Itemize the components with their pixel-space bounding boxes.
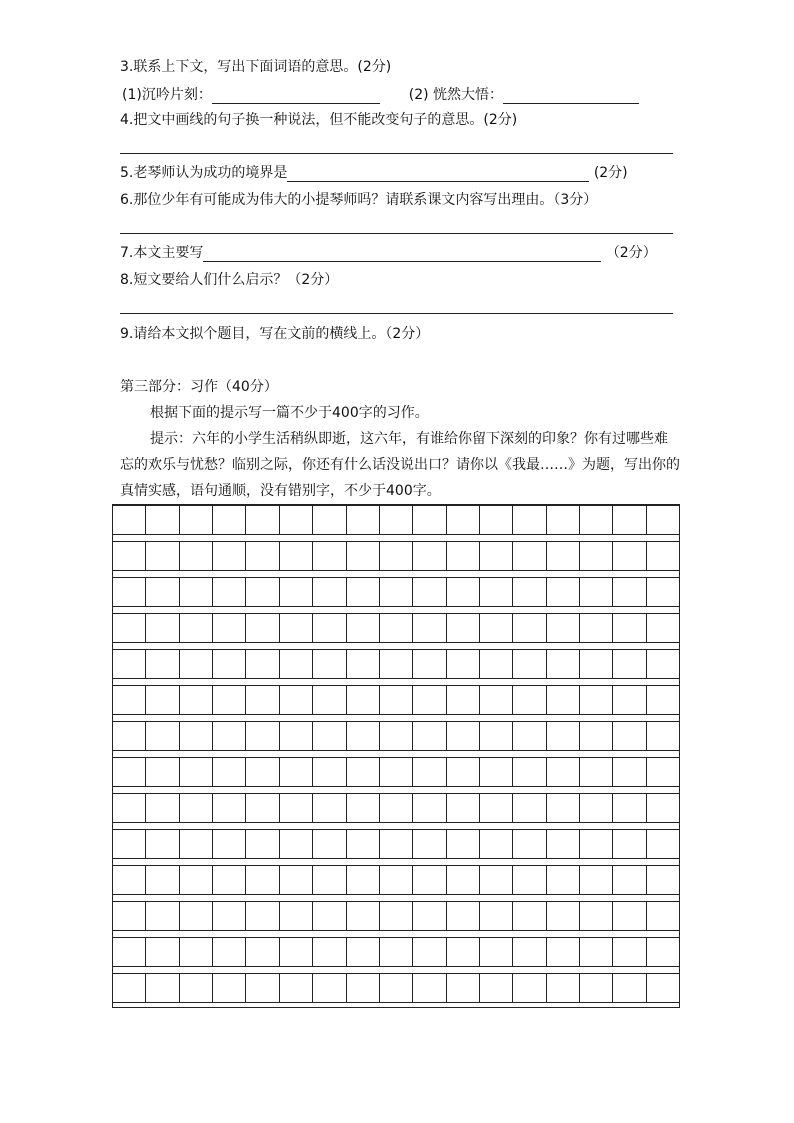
grid-cell[interactable] bbox=[447, 793, 480, 823]
grid-cell[interactable] bbox=[447, 577, 480, 607]
grid-cell[interactable] bbox=[480, 793, 513, 823]
q5-score: (2分) bbox=[593, 165, 628, 181]
grid-cell[interactable] bbox=[547, 541, 580, 571]
grid-cell[interactable] bbox=[246, 901, 279, 931]
grid-cell[interactable] bbox=[213, 865, 246, 895]
q7-blank[interactable] bbox=[203, 247, 601, 262]
q3-subquestions bbox=[122, 86, 639, 104]
grid-cell[interactable] bbox=[146, 685, 179, 715]
grid-cell[interactable] bbox=[113, 793, 146, 823]
grid-cell[interactable] bbox=[180, 973, 213, 1003]
grid-cell[interactable] bbox=[480, 829, 513, 859]
grid-cell[interactable] bbox=[280, 793, 313, 823]
grid-cell[interactable] bbox=[580, 757, 613, 787]
grid-cell[interactable] bbox=[180, 505, 213, 535]
grid-cell[interactable] bbox=[447, 613, 480, 643]
grid-cell[interactable] bbox=[213, 613, 246, 643]
grid-cell[interactable] bbox=[413, 973, 446, 1003]
q8-text: 8.短文要给人们什么启示？（2分） bbox=[120, 272, 339, 288]
grid-cell[interactable] bbox=[513, 505, 546, 535]
grid-cell[interactable] bbox=[347, 793, 380, 823]
grid-cell[interactable] bbox=[313, 901, 346, 931]
grid-cell[interactable] bbox=[413, 577, 446, 607]
grid-cell[interactable] bbox=[513, 793, 546, 823]
grid-cell[interactable] bbox=[313, 613, 346, 643]
grid-row bbox=[113, 865, 679, 895]
grid-row bbox=[113, 973, 679, 1003]
grid-cell[interactable] bbox=[246, 865, 279, 895]
grid-cell[interactable] bbox=[380, 865, 413, 895]
grid-cell[interactable] bbox=[547, 829, 580, 859]
grid-cell[interactable] bbox=[146, 937, 179, 967]
grid-cell[interactable] bbox=[280, 937, 313, 967]
grid-cell[interactable] bbox=[347, 937, 380, 967]
grid-cell[interactable] bbox=[413, 865, 446, 895]
grid-cell[interactable] bbox=[146, 973, 179, 1003]
grid-cell[interactable] bbox=[180, 793, 213, 823]
grid-cell[interactable] bbox=[613, 793, 646, 823]
grid-cell[interactable] bbox=[647, 865, 679, 895]
q9-text: 9.请给本文拟个题目，写在文前的横线上。（2分） bbox=[120, 326, 430, 342]
grid-cell[interactable] bbox=[580, 577, 613, 607]
grid-cell[interactable] bbox=[347, 649, 380, 679]
grid-cell[interactable] bbox=[347, 829, 380, 859]
grid-cell[interactable] bbox=[647, 937, 679, 967]
grid-cell[interactable] bbox=[180, 685, 213, 715]
part3-heading: 第三部分：习作（40分） bbox=[120, 379, 278, 395]
q7-row bbox=[120, 244, 657, 262]
q3-sub2-blank[interactable] bbox=[503, 89, 639, 104]
grid-cell[interactable] bbox=[613, 829, 646, 859]
grid-cell[interactable] bbox=[313, 541, 346, 571]
grid-row bbox=[113, 937, 679, 967]
q3-sub1-blank[interactable] bbox=[212, 89, 380, 104]
grid-cell[interactable] bbox=[613, 685, 646, 715]
grid-cell[interactable] bbox=[513, 613, 546, 643]
grid-cell[interactable] bbox=[647, 505, 679, 535]
grid-cell[interactable] bbox=[246, 649, 279, 679]
grid-cell[interactable] bbox=[113, 937, 146, 967]
grid-cell[interactable] bbox=[280, 613, 313, 643]
grid-cell[interactable] bbox=[613, 901, 646, 931]
grid-cell[interactable] bbox=[547, 973, 580, 1003]
grid-cell[interactable] bbox=[113, 541, 146, 571]
grid-cell[interactable] bbox=[213, 541, 246, 571]
grid-cell[interactable] bbox=[413, 901, 446, 931]
grid-cell[interactable] bbox=[513, 901, 546, 931]
grid-cell[interactable] bbox=[113, 505, 146, 535]
part3-instruction: 根据下面的提示写一篇不少于400字的习作。 bbox=[150, 405, 429, 421]
grid-cell[interactable] bbox=[413, 505, 446, 535]
q4-answer-line[interactable] bbox=[120, 153, 673, 154]
grid-cell[interactable] bbox=[180, 577, 213, 607]
grid-cell[interactable] bbox=[647, 829, 679, 859]
q5-blank[interactable] bbox=[287, 167, 589, 182]
grid-cell[interactable] bbox=[413, 829, 446, 859]
grid-cell[interactable] bbox=[647, 649, 679, 679]
grid-cell[interactable] bbox=[280, 577, 313, 607]
grid-cell[interactable] bbox=[580, 541, 613, 571]
grid-cell[interactable] bbox=[547, 865, 580, 895]
grid-cell[interactable] bbox=[380, 721, 413, 751]
grid-cell[interactable] bbox=[113, 649, 146, 679]
grid-cell[interactable] bbox=[213, 757, 246, 787]
grid-cell[interactable] bbox=[613, 505, 646, 535]
grid-cell[interactable] bbox=[580, 721, 613, 751]
grid-cell[interactable] bbox=[513, 541, 546, 571]
grid-cell[interactable] bbox=[613, 721, 646, 751]
grid-cell[interactable] bbox=[347, 505, 380, 535]
grid-cell[interactable] bbox=[380, 757, 413, 787]
grid-cell[interactable] bbox=[280, 973, 313, 1003]
grid-cell[interactable] bbox=[647, 613, 679, 643]
grid-cell[interactable] bbox=[347, 541, 380, 571]
grid-cell[interactable] bbox=[647, 901, 679, 931]
grid-cell[interactable] bbox=[380, 505, 413, 535]
grid-cell[interactable] bbox=[613, 937, 646, 967]
grid-cell[interactable] bbox=[380, 649, 413, 679]
grid-cell[interactable] bbox=[547, 505, 580, 535]
grid-cell[interactable] bbox=[213, 577, 246, 607]
grid-cell[interactable] bbox=[313, 577, 346, 607]
grid-cell[interactable] bbox=[413, 613, 446, 643]
grid-row bbox=[113, 505, 679, 535]
q6-text: 6.那位少年有可能成为伟大的小提琴师吗？请联系课文内容写出理由。（3分） bbox=[120, 192, 598, 208]
grid-cell[interactable] bbox=[180, 613, 213, 643]
grid-cell[interactable] bbox=[447, 829, 480, 859]
grid-cell[interactable] bbox=[180, 541, 213, 571]
grid-cell[interactable] bbox=[547, 577, 580, 607]
grid-cell[interactable] bbox=[480, 973, 513, 1003]
grid-cell[interactable] bbox=[513, 577, 546, 607]
grid-cell[interactable] bbox=[213, 937, 246, 967]
grid-cell[interactable] bbox=[146, 793, 179, 823]
grid-row bbox=[113, 721, 679, 751]
q5-text: 5.老琴师认为成功的境界是 bbox=[120, 165, 288, 181]
q5-row bbox=[120, 164, 628, 182]
grid-cell[interactable] bbox=[380, 901, 413, 931]
grid-cell[interactable] bbox=[613, 649, 646, 679]
grid-cell[interactable] bbox=[513, 973, 546, 1003]
grid-cell[interactable] bbox=[313, 721, 346, 751]
grid-cell[interactable] bbox=[580, 613, 613, 643]
grid-cell[interactable] bbox=[113, 721, 146, 751]
grid-cell[interactable] bbox=[447, 901, 480, 931]
grid-cell[interactable] bbox=[213, 829, 246, 859]
grid-cell[interactable] bbox=[647, 541, 679, 571]
grid-cell[interactable] bbox=[580, 937, 613, 967]
grid-cell[interactable] bbox=[246, 541, 279, 571]
grid-cell[interactable] bbox=[380, 937, 413, 967]
grid-cell[interactable] bbox=[347, 901, 380, 931]
grid-cell[interactable] bbox=[547, 901, 580, 931]
grid-cell[interactable] bbox=[447, 865, 480, 895]
grid-cell[interactable] bbox=[613, 973, 646, 1003]
grid-cell[interactable] bbox=[246, 757, 279, 787]
grid-cell[interactable] bbox=[547, 793, 580, 823]
grid-cell[interactable] bbox=[480, 577, 513, 607]
grid-cell[interactable] bbox=[480, 685, 513, 715]
grid-cell[interactable] bbox=[447, 541, 480, 571]
grid-cell[interactable] bbox=[180, 937, 213, 967]
part3-prompt: 提示：六年的小学生活稍纵即逝，这六年，有谁给你留下深刻的印象？你有过哪些难忘的欢乐与忧愁？临别之际，你还有什么话没说出口？请你以《我最……》为题，写出你的真情实感，语句通顺，没有错别字，不少于400字。 bbox=[120, 431, 680, 499]
grid-cell[interactable] bbox=[447, 649, 480, 679]
grid-cell[interactable] bbox=[347, 577, 380, 607]
grid-cell[interactable] bbox=[146, 505, 179, 535]
grid-cell[interactable] bbox=[613, 541, 646, 571]
grid-cell[interactable] bbox=[213, 793, 246, 823]
grid-cell[interactable] bbox=[146, 757, 179, 787]
grid-row bbox=[113, 685, 679, 715]
grid-cell[interactable] bbox=[380, 613, 413, 643]
q6-answer-line[interactable] bbox=[120, 233, 673, 234]
grid-cell[interactable] bbox=[513, 649, 546, 679]
grid-cell[interactable] bbox=[280, 649, 313, 679]
grid-cell[interactable] bbox=[313, 865, 346, 895]
grid-cell[interactable] bbox=[613, 865, 646, 895]
grid-cell[interactable] bbox=[113, 973, 146, 1003]
grid-cell[interactable] bbox=[480, 901, 513, 931]
grid-cell[interactable] bbox=[246, 793, 279, 823]
grid-cell[interactable] bbox=[113, 865, 146, 895]
grid-cell[interactable] bbox=[280, 829, 313, 859]
grid-cell[interactable] bbox=[580, 793, 613, 823]
grid-cell[interactable] bbox=[413, 541, 446, 571]
grid-cell[interactable] bbox=[246, 937, 279, 967]
grid-cell[interactable] bbox=[246, 613, 279, 643]
grid-cell[interactable] bbox=[246, 505, 279, 535]
grid-cell[interactable] bbox=[380, 829, 413, 859]
grid-cell[interactable] bbox=[413, 649, 446, 679]
grid-cell[interactable] bbox=[380, 541, 413, 571]
grid-cell[interactable] bbox=[480, 541, 513, 571]
grid-cell[interactable] bbox=[447, 757, 480, 787]
writing-grid[interactable] bbox=[112, 504, 680, 1008]
grid-cell[interactable] bbox=[413, 685, 446, 715]
grid-cell[interactable] bbox=[313, 685, 346, 715]
grid-cell[interactable] bbox=[513, 685, 546, 715]
grid-cell[interactable] bbox=[613, 757, 646, 787]
grid-cell[interactable] bbox=[113, 577, 146, 607]
grid-cell[interactable] bbox=[480, 721, 513, 751]
grid-cell[interactable] bbox=[580, 973, 613, 1003]
grid-cell[interactable] bbox=[513, 937, 546, 967]
grid-cell[interactable] bbox=[146, 865, 179, 895]
grid-cell[interactable] bbox=[413, 757, 446, 787]
q7-text: 7.本文主要写 bbox=[120, 245, 204, 261]
grid-cell[interactable] bbox=[380, 685, 413, 715]
grid-cell[interactable] bbox=[113, 901, 146, 931]
grid-cell[interactable] bbox=[613, 577, 646, 607]
grid-cell[interactable] bbox=[480, 757, 513, 787]
grid-cell[interactable] bbox=[313, 793, 346, 823]
grid-cell[interactable] bbox=[647, 685, 679, 715]
grid-cell[interactable] bbox=[146, 901, 179, 931]
grid-cell[interactable] bbox=[146, 721, 179, 751]
grid-cell[interactable] bbox=[480, 649, 513, 679]
grid-cell[interactable] bbox=[480, 505, 513, 535]
grid-cell[interactable] bbox=[580, 505, 613, 535]
grid-cell[interactable] bbox=[380, 577, 413, 607]
grid-cell[interactable] bbox=[347, 721, 380, 751]
grid-cell[interactable] bbox=[347, 685, 380, 715]
grid-cell[interactable] bbox=[647, 721, 679, 751]
grid-cell[interactable] bbox=[580, 865, 613, 895]
grid-cell[interactable] bbox=[413, 721, 446, 751]
grid-cell[interactable] bbox=[246, 721, 279, 751]
grid-cell[interactable] bbox=[580, 685, 613, 715]
grid-cell[interactable] bbox=[547, 721, 580, 751]
grid-cell[interactable] bbox=[180, 901, 213, 931]
grid-cell[interactable] bbox=[313, 937, 346, 967]
grid-cell[interactable] bbox=[313, 649, 346, 679]
grid-cell[interactable] bbox=[447, 937, 480, 967]
grid-cell[interactable] bbox=[246, 685, 279, 715]
grid-cell[interactable] bbox=[347, 613, 380, 643]
grid-cell[interactable] bbox=[113, 829, 146, 859]
q3-sub1-label: (1)沉吟片刻： bbox=[122, 87, 212, 103]
grid-cell[interactable] bbox=[413, 793, 446, 823]
grid-cell[interactable] bbox=[547, 685, 580, 715]
grid-cell[interactable] bbox=[180, 757, 213, 787]
grid-cell[interactable] bbox=[313, 505, 346, 535]
q8-answer-line[interactable] bbox=[120, 313, 673, 314]
q3-sub2-label: (2) 恍然大悟： bbox=[408, 87, 504, 103]
grid-cell[interactable] bbox=[447, 973, 480, 1003]
grid-cell[interactable] bbox=[280, 541, 313, 571]
grid-cell[interactable] bbox=[347, 973, 380, 1003]
grid-cell[interactable] bbox=[113, 685, 146, 715]
grid-cell[interactable] bbox=[180, 721, 213, 751]
grid-cell[interactable] bbox=[513, 829, 546, 859]
grid-cell[interactable] bbox=[313, 973, 346, 1003]
grid-cell[interactable] bbox=[447, 505, 480, 535]
grid-cell[interactable] bbox=[113, 757, 146, 787]
grid-cell[interactable] bbox=[180, 649, 213, 679]
grid-cell[interactable] bbox=[580, 829, 613, 859]
grid-cell[interactable] bbox=[280, 901, 313, 931]
grid-cell[interactable] bbox=[547, 649, 580, 679]
grid-cell[interactable] bbox=[480, 937, 513, 967]
grid-cell[interactable] bbox=[213, 973, 246, 1003]
grid-cell[interactable] bbox=[146, 649, 179, 679]
grid-cell[interactable] bbox=[180, 829, 213, 859]
grid-cell[interactable] bbox=[280, 721, 313, 751]
grid-cell[interactable] bbox=[246, 577, 279, 607]
grid-cell[interactable] bbox=[380, 793, 413, 823]
grid-cell[interactable] bbox=[480, 613, 513, 643]
grid-cell[interactable] bbox=[246, 829, 279, 859]
grid-cell[interactable] bbox=[213, 649, 246, 679]
grid-cell[interactable] bbox=[647, 973, 679, 1003]
grid-cell[interactable] bbox=[547, 613, 580, 643]
grid-row bbox=[113, 649, 679, 679]
grid-cell[interactable] bbox=[513, 721, 546, 751]
grid-cell[interactable] bbox=[580, 901, 613, 931]
grid-cell[interactable] bbox=[146, 613, 179, 643]
grid-cell[interactable] bbox=[647, 757, 679, 787]
grid-row bbox=[113, 577, 679, 607]
grid-cell[interactable] bbox=[313, 829, 346, 859]
grid-cell[interactable] bbox=[213, 505, 246, 535]
grid-cell[interactable] bbox=[280, 685, 313, 715]
grid-row bbox=[113, 793, 679, 823]
grid-row bbox=[113, 829, 679, 859]
grid-cell[interactable] bbox=[113, 613, 146, 643]
grid-cell[interactable] bbox=[480, 865, 513, 895]
q3-text: 3.联系上下文，写出下面词语的意思。(2分) bbox=[120, 59, 392, 75]
grid-cell[interactable] bbox=[447, 721, 480, 751]
grid-cell[interactable] bbox=[213, 685, 246, 715]
grid-cell[interactable] bbox=[280, 505, 313, 535]
grid-cell[interactable] bbox=[513, 757, 546, 787]
grid-cell[interactable] bbox=[146, 829, 179, 859]
q4-text: 4.把文中画线的句子换一种说法，但不能改变句子的意思。(2分) bbox=[120, 112, 518, 128]
grid-cell[interactable] bbox=[447, 685, 480, 715]
grid-cell[interactable] bbox=[513, 865, 546, 895]
grid-cell[interactable] bbox=[180, 865, 213, 895]
grid-cell[interactable] bbox=[146, 577, 179, 607]
grid-cell[interactable] bbox=[280, 757, 313, 787]
grid-cell[interactable] bbox=[146, 541, 179, 571]
q7-score: （2分） bbox=[605, 245, 657, 261]
grid-cell[interactable] bbox=[380, 973, 413, 1003]
grid-row bbox=[113, 541, 679, 571]
grid-cell[interactable] bbox=[280, 865, 313, 895]
grid-row bbox=[113, 757, 679, 787]
grid-cell[interactable] bbox=[547, 757, 580, 787]
grid-cell[interactable] bbox=[613, 613, 646, 643]
grid-cell[interactable] bbox=[347, 757, 380, 787]
grid-cell[interactable] bbox=[213, 901, 246, 931]
grid-cell[interactable] bbox=[313, 757, 346, 787]
grid-cell[interactable] bbox=[347, 865, 380, 895]
grid-cell[interactable] bbox=[647, 793, 679, 823]
grid-cell[interactable] bbox=[547, 937, 580, 967]
grid-cell[interactable] bbox=[413, 937, 446, 967]
grid-row bbox=[113, 901, 679, 931]
grid-cell[interactable] bbox=[647, 577, 679, 607]
grid-row bbox=[113, 613, 679, 643]
grid-cell[interactable] bbox=[246, 973, 279, 1003]
grid-cell[interactable] bbox=[213, 721, 246, 751]
grid-cell[interactable] bbox=[580, 649, 613, 679]
